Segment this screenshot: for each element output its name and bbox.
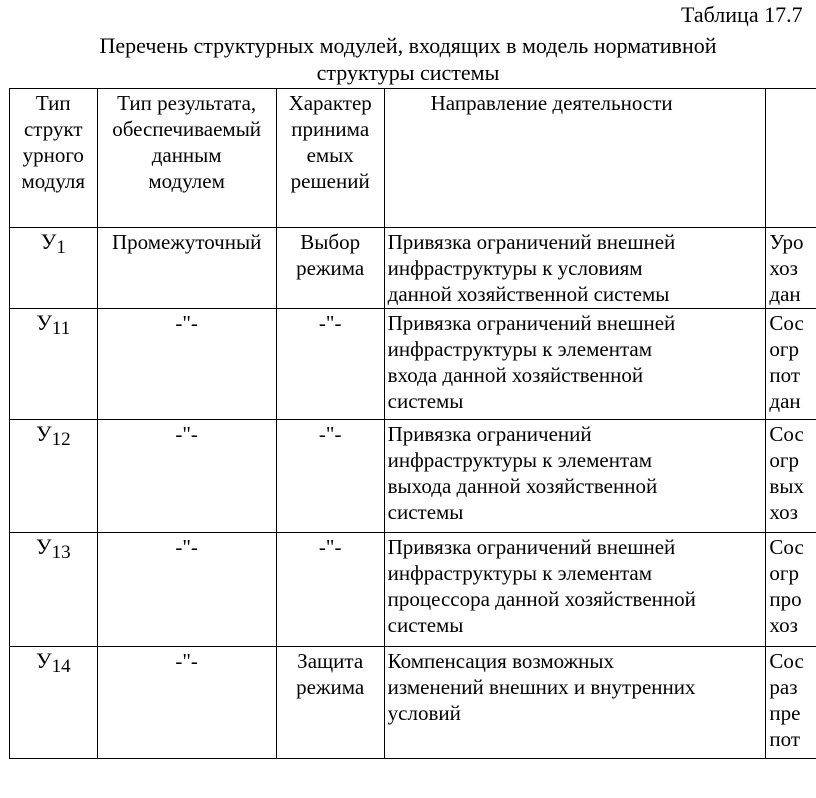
table-row: [10, 420, 816, 533]
table-row: [10, 309, 816, 420]
result-type-cell: -"-: [97, 420, 276, 533]
activity-direction-cell: Привязка ограничений внешней инфраструктуры к элементам процессора данной хозяйственной системы: [384, 533, 766, 647]
header-activity-direction: Направление деятельности: [384, 89, 766, 228]
header-module-type: Тип структ урного модуля: [10, 89, 98, 228]
result-type-cell: Промежуточный: [97, 228, 276, 309]
table-caption-line-1: Перечень структурных модулей, входящих в модель нормативной: [99, 33, 717, 58]
result-type-cell: -"-: [97, 533, 276, 647]
table-caption-line-2: структуры системы: [316, 60, 500, 85]
extra-cell: Сос огр про хоз: [766, 533, 816, 647]
module-type-cell: $У_{11}$: [10, 309, 98, 420]
decision-nature-cell: -"-: [276, 420, 384, 533]
table-row: [10, 647, 816, 759]
table-row: [10, 228, 816, 309]
decision-nature-cell: Выбор режима: [276, 228, 384, 309]
result-type-cell: -"-: [97, 647, 276, 759]
module-type-cell: $У_{14}$: [10, 647, 98, 759]
activity-direction-cell: Привязка ограничений инфраструктуры к элементам выхода данной хозяйственной системы: [384, 420, 766, 533]
decision-nature-cell: -"-: [276, 533, 384, 647]
extra-cell: Уро хоз дан: [766, 228, 816, 309]
activity-direction-cell: Привязка ограничений внешней инфраструктуры к элементам входа данной хозяйственной системы: [384, 309, 766, 420]
activity-direction-cell: Привязка ограничений внешней инфраструктуры к условиям данной хозяйственной системы: [384, 228, 766, 309]
module-type-cell: $У_{12}$: [10, 420, 98, 533]
decision-nature-cell: -"-: [276, 309, 384, 420]
module-type-cell: $У_1$: [10, 228, 98, 309]
decision-nature-cell: Защита режима: [276, 647, 384, 759]
result-type-cell: -"-: [97, 309, 276, 420]
modules-table: [9, 88, 816, 759]
table-header-row: [10, 89, 816, 228]
extra-cell: Сос огр пот дан: [766, 309, 816, 420]
header-decision-nature: Характер принима емых решений: [276, 89, 384, 228]
extra-cell: Сос огр вых хоз: [766, 420, 816, 533]
header-extra-column: [766, 89, 816, 228]
table-number: Таблица 17.7: [681, 2, 803, 27]
table-row: [10, 533, 816, 647]
header-result-type: Тип результата, обеспечиваемый данным модулем: [97, 89, 276, 228]
extra-cell: Сос раз пре пот: [766, 647, 816, 759]
activity-direction-cell: Компенсация возможных изменений внешних и внутренних условий: [384, 647, 766, 759]
module-type-cell: $У_{13}$: [10, 533, 98, 647]
